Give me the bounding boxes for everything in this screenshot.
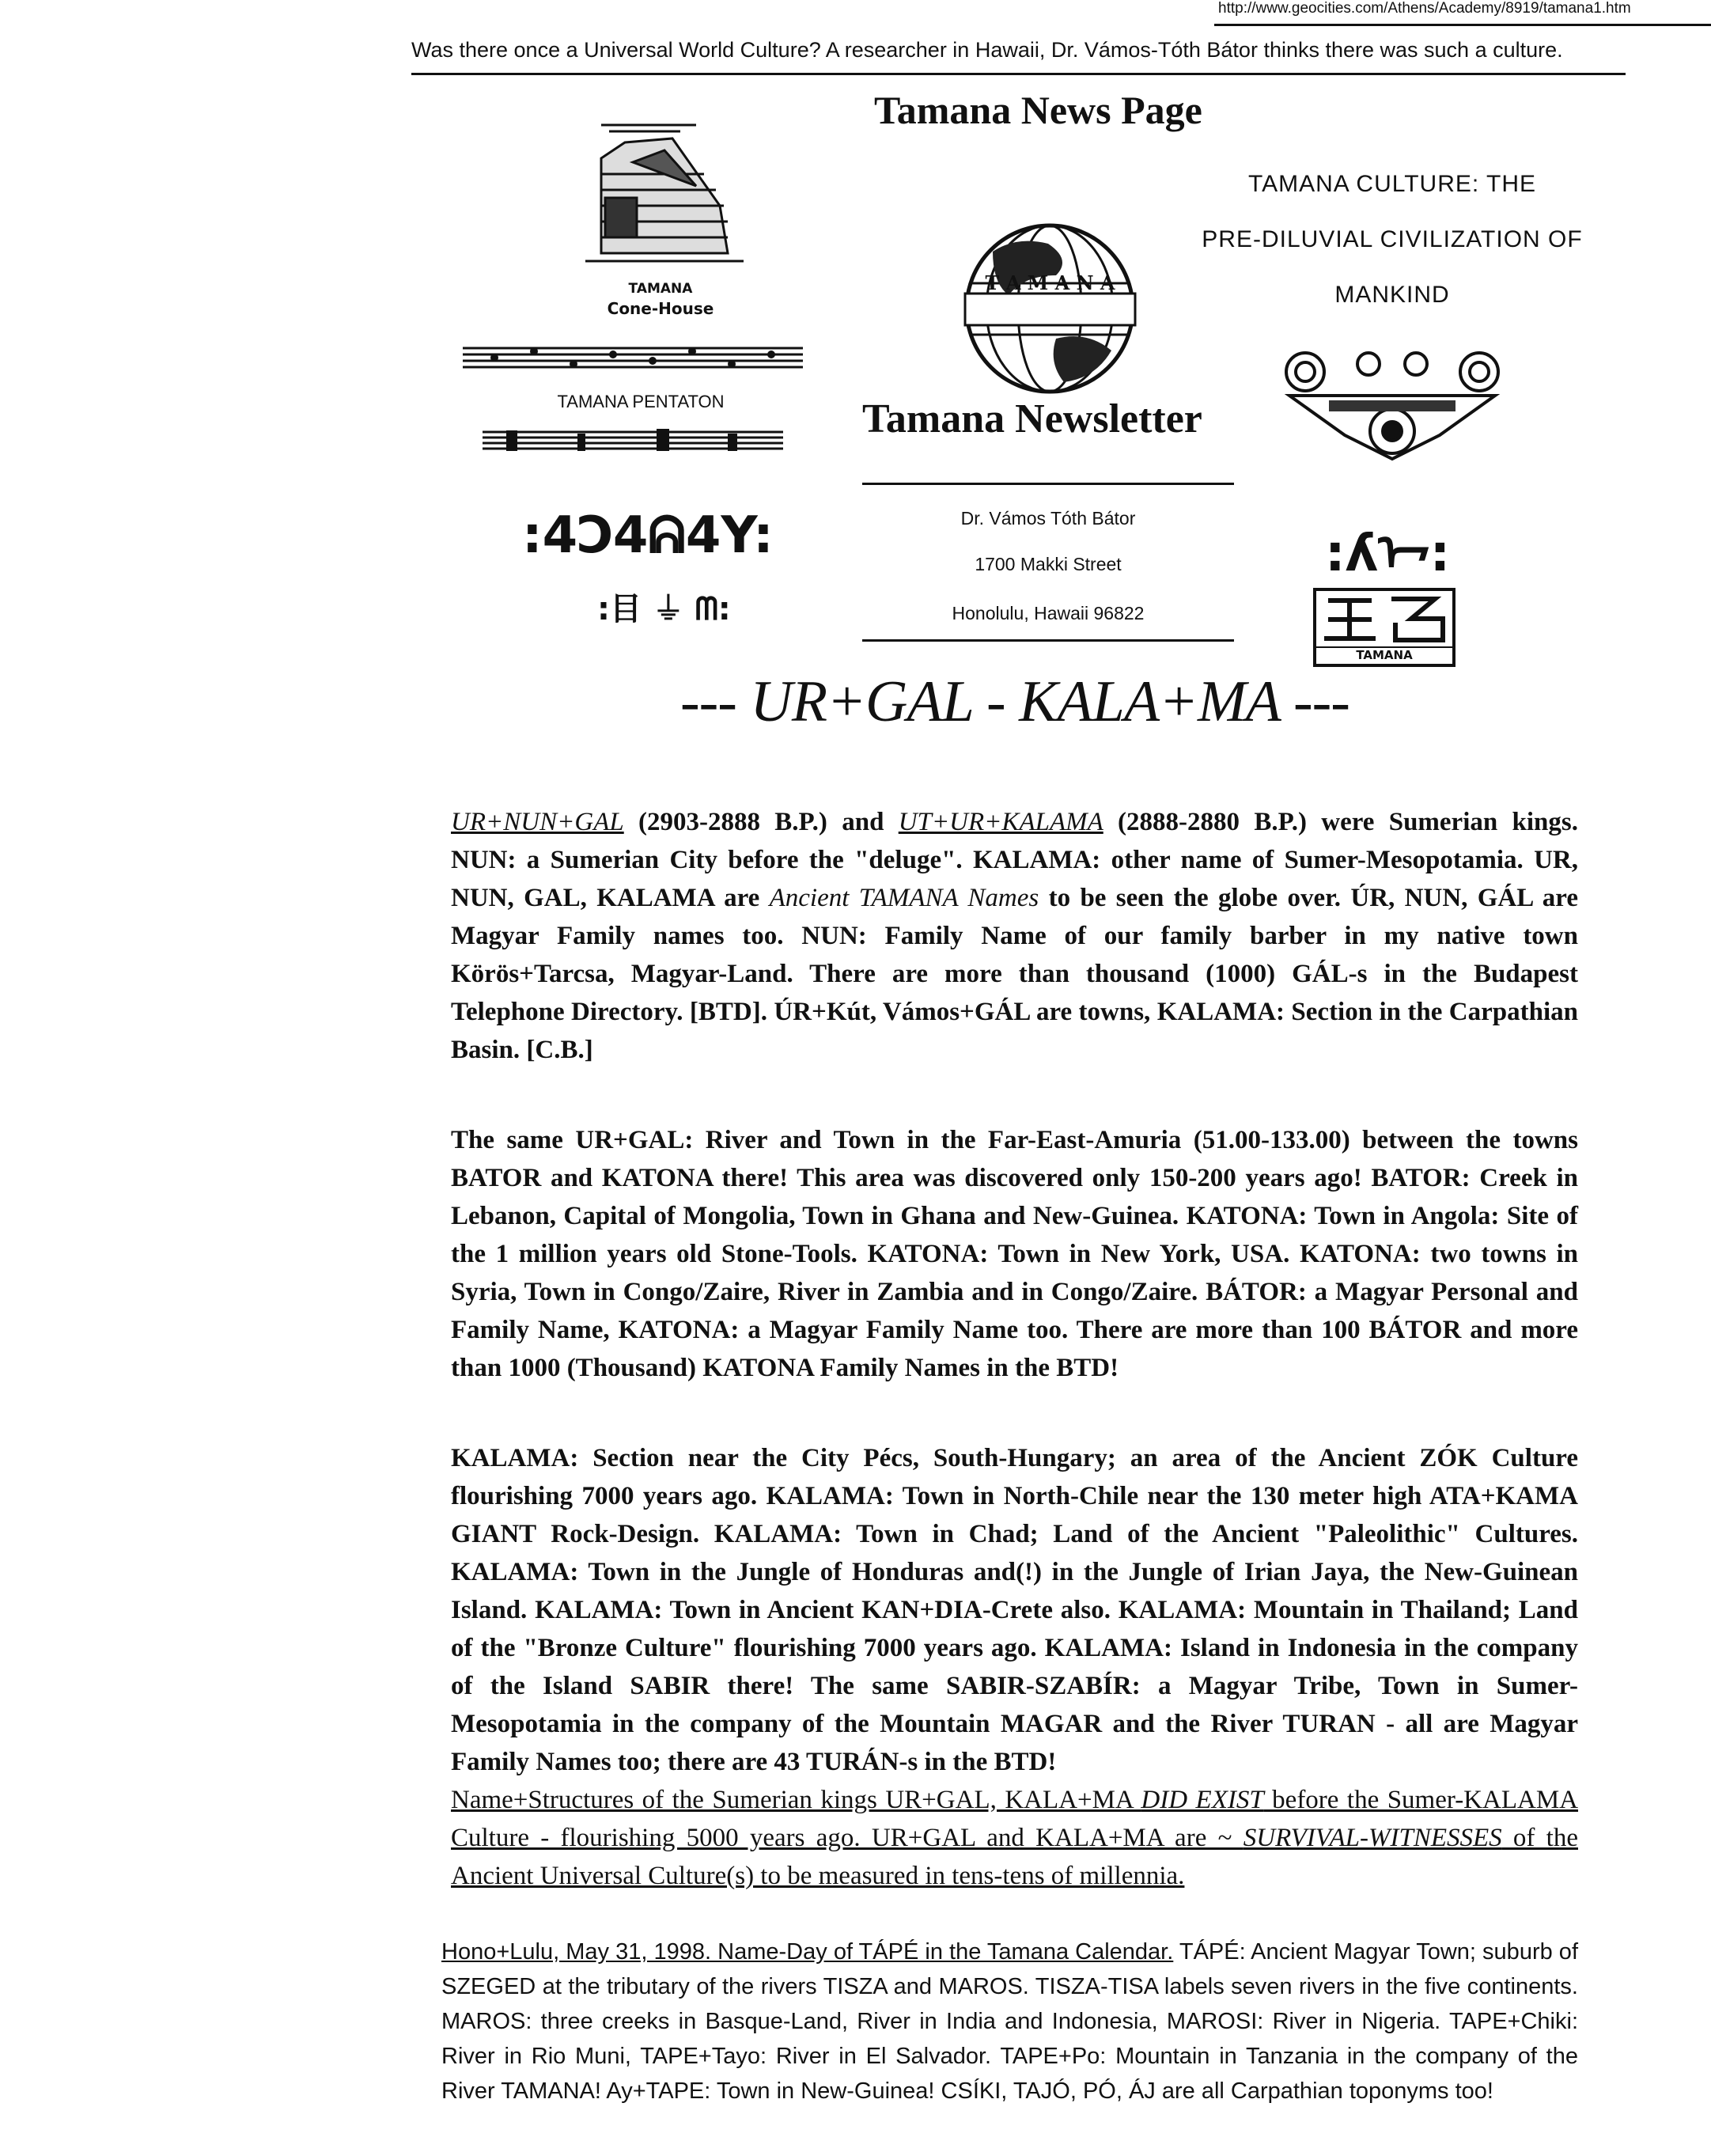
culture-line-1: TAMANA CULTURE: THE: [1247, 171, 1537, 197]
p4-text-1: Name+Structures of the Sumerian kings UR+GAL, KALA+MA: [451, 1786, 1141, 1814]
tamana-script-left: :4Ͻ4ᕱ4Y:: [522, 506, 774, 565]
closing-text: TÁPÉ: Ancient Magyar Town; suburb of SZEGED at the tributary of the rivers TISZA and MAROS. TISZA-TISA labels seven rivers in the five continents. MAROS: three creeks in Basque-Land, River in India and Indonesia, MAROSI: River in Nigeria. TAPE+Chiki: River in Rio Muni, TAPE+Tayo: River in El Salvador. TAPE+Po: Mountain in Tanzania in the company of the River TAMANA! Ay+TAPE: Town in New-Guinea! CSÍKI, TAJÓ, PÓ, ÁJ are all Carpathian toponyms too!: [441, 1939, 1578, 2104]
pentaton-label: TAMANA PENTATON: [557, 392, 725, 411]
tamana-script-right: :ʎᢇ:: [1325, 525, 1451, 583]
seal-label: TAMANA: [1316, 646, 1452, 662]
newsletter-title: Tamana Newsletter: [862, 396, 1202, 441]
tamana-script-left-small: :⽬ ⏚ ᗰ:: [597, 591, 731, 627]
p1-text-2: (2888-2880 B.P.) were Sumerian kings. NUN: a Sumerian City before the "deluge". KALAMA: other name of Sumer-Mesopotamia. UR, NUN, GAL, KALAMA are: [451, 808, 1578, 912]
article-body: [451, 803, 1578, 1947]
source-url: http://www.geocities.com/Athens/Academy/8919/tamana1.htm: [1218, 0, 1631, 17]
ornament-icon: [1281, 348, 1503, 467]
closing-paragraph: [441, 1934, 1578, 2109]
closing-date: Hono+Lulu, May 31, 1998. Name-Day of TÁPÉ in the Tamana Calendar.: [441, 1939, 1174, 1965]
address-rule-bottom: [862, 639, 1234, 642]
cone-house-label-2: Cone-House: [607, 299, 714, 318]
culture-subtitle: [1187, 157, 1598, 323]
music-staff-icon-2: [483, 427, 783, 455]
news-page-title: Tamana News Page: [874, 88, 1202, 132]
p1-text-1: (2903-2888 B.P.) and: [623, 808, 899, 836]
p4-italic-1: DID EXIST: [1141, 1786, 1264, 1814]
music-staff-icon: [463, 340, 803, 376]
p4-text-3: of the Ancient Universal Culture(s) to be measured in tens-tens of millennia.: [451, 1824, 1578, 1890]
address-name: Dr. Vámos Tóth Bátor: [960, 508, 1136, 529]
paragraph-2: The same UR+GAL: River and Town in the Far-East-Amuria (51.00-133.00) between the towns BATOR and KATONA there! This area was discovered only 150-200 years ago! BATOR: Creek in Lebanon, Capital of Mongolia, Town in Ghana and New-Guinea. KATONA: Town in Angola: Site of the 1 million years old Stone-Tools. KATONA: Town in New York, USA. KATONA: two towns in Syria, Town in Congo/Zaire, River in Zambia and in Congo/Zaire. BÁTOR: a Magyar Personal and Family Name, KATONA: a Magyar Family Name too. There are more than 100 BÁTOR and more than 1000 (Thousand) KATONA Family Names in the BTD!: [451, 1126, 1578, 1382]
globe-icon: [961, 220, 1139, 398]
p1-text-3: to be seen the globe over. ÚR, NUN, GÁL are Magyar Family names too. NUN: Family Name of our family barber in my native town Körös+Tarcsa, Magyar-Land. There are more than thousand (1000) GÁL-s in the Budapest Telephone Directory. [BTD]. ÚR+Kút, Vámos+GÁL are towns, KALAMA: Section in the Carpathian Basin. [C.B.]: [451, 884, 1579, 1064]
p1-italic: Ancient TAMANA Names: [769, 884, 1039, 912]
tagline-underline: [411, 73, 1626, 75]
globe-label: T A M A N A: [985, 271, 1115, 294]
url-underline: [1214, 24, 1711, 26]
cone-house-illustration: [585, 119, 744, 301]
king-name-2: UT+UR+KALAMA: [898, 808, 1103, 836]
headline: --- UR+GAL - KALA+MA ---: [680, 669, 1349, 734]
paragraph-1: [451, 803, 1578, 1069]
tagline: Was there once a Universal World Culture? A researcher in Hawaii, Dr. Vámos-Tóth Bátor thinks there was such a culture.: [411, 38, 1563, 62]
culture-line-2: PRE-DILUVIAL CIVILIZATION OF: [1202, 226, 1583, 252]
p4-text-2: before the Sumer-KALAMA Culture - flourishing 5000 years ago. UR+GAL and KALA+MA are ~: [451, 1786, 1579, 1852]
cone-house-label-1: TAMANA: [628, 281, 693, 297]
king-name-1: UR+NUN+GAL: [451, 808, 624, 836]
paragraph-4: [451, 1781, 1578, 1895]
address-street: 1700 Makki Street: [975, 554, 1122, 574]
culture-line-3: MANKIND: [1334, 282, 1450, 308]
p4-italic-2: SURVIVAL-WITNESSES: [1243, 1824, 1502, 1852]
seal-icon: [1313, 588, 1455, 667]
address-city: Honolulu, Hawaii 96822: [952, 603, 1145, 623]
address-rule-top: [862, 483, 1234, 485]
paragraph-3: KALAMA: Section near the City Pécs, South-Hungary; an area of the Ancient ZÓK Culture flourishing 7000 years ago. KALAMA: Town in North-Chile near the 130 meter high ATA+KAMA GIANT Rock-Design. KALAMA: Town in Chad; Land of the Ancient "Paleolithic" Cultures. KALAMA: Town in the Jungle of Honduras and(!) in the Jungle of Irian Jaya, the New-Guinean Island. KALAMA: Town in Ancient KAN+DIA-Crete also. KALAMA: Mountain in Thailand; Land of the "Bronze Culture" flourishing 7000 years ago. KALAMA: Island in Indonesia in the company of the Island SABIR there! The same SABIR-SZABÍR: a Magyar Tribe, Town in Sumer-Mesopotamia in the company of the Mountain MAGAR and the River TURAN - all are Magyar Family Names too; there are 43 TURÁN-s in the BTD!: [451, 1444, 1578, 1776]
